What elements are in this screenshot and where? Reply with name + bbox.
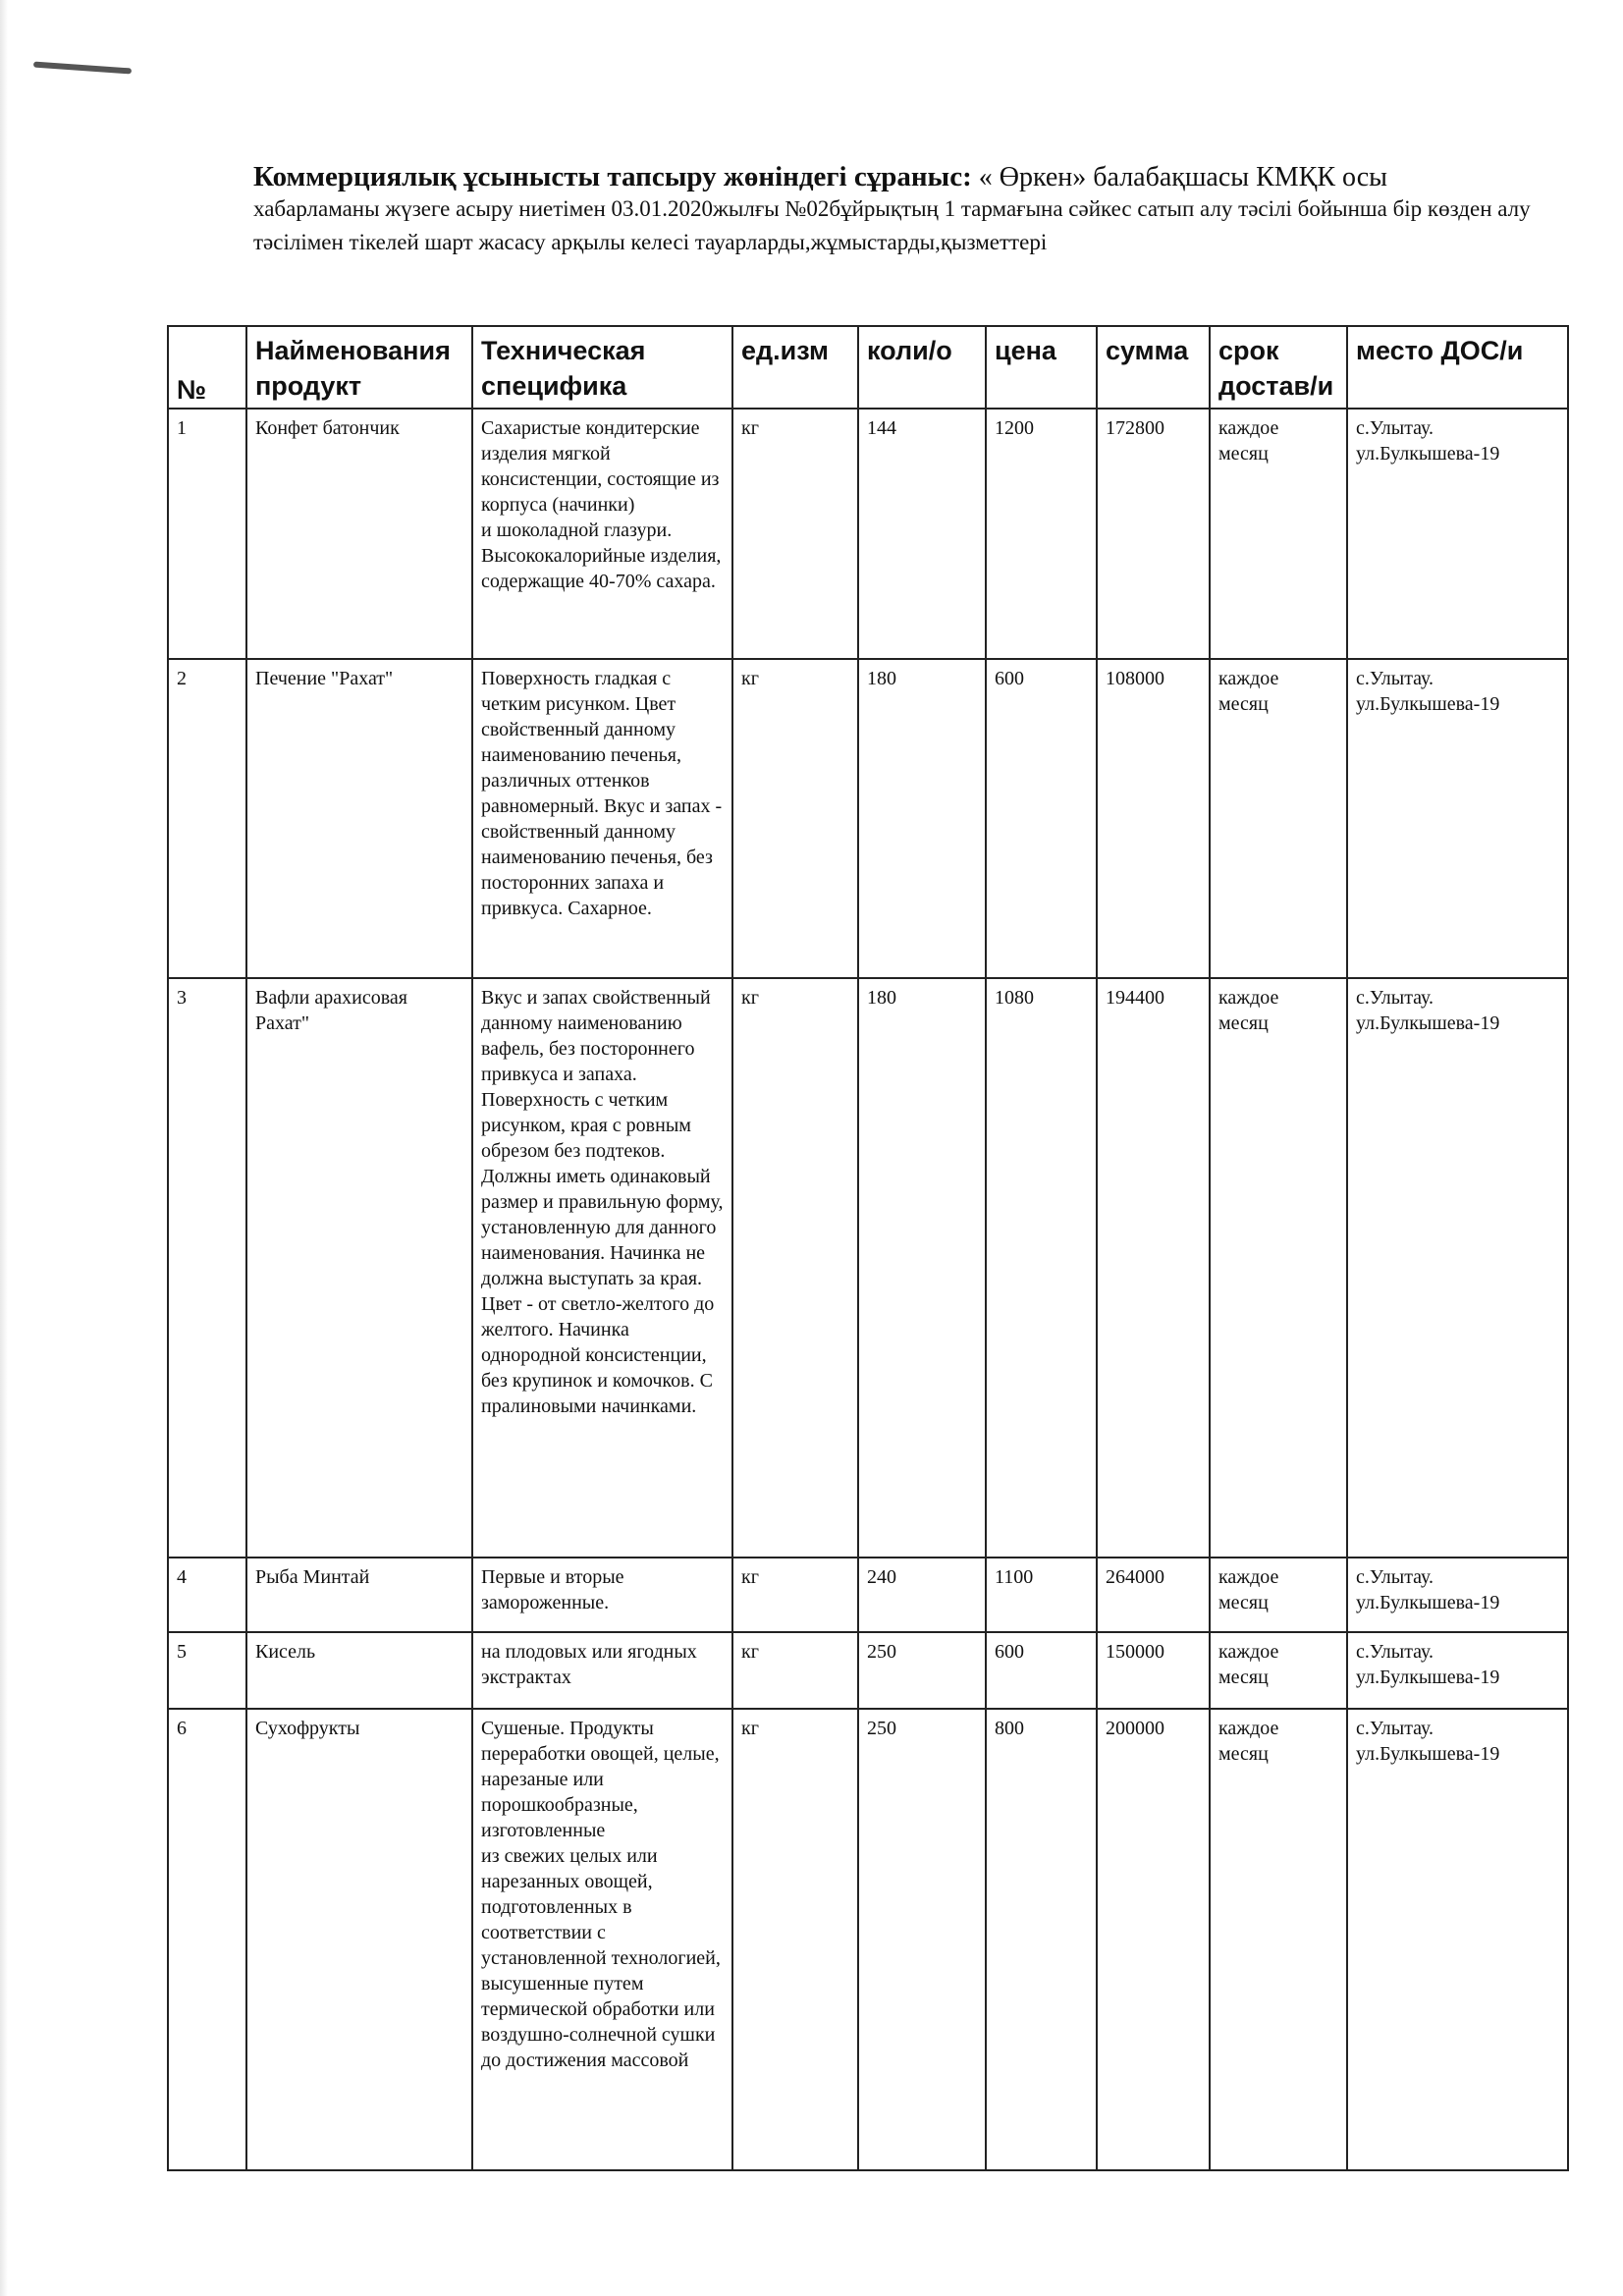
- row-price: 1200: [986, 409, 1097, 659]
- header-name: Найменования продукт: [246, 326, 472, 409]
- row-qty: 250: [858, 1632, 986, 1709]
- row-name: Вафли арахисовая Рахат": [246, 978, 472, 1558]
- row-unit: кг: [732, 1558, 858, 1632]
- row-sum: 194400: [1097, 978, 1210, 1558]
- heading-title: Коммерциялық ұсынысты тапсыру жөніндегі сұраныс:: [253, 161, 972, 192]
- row-spec: Сахаристые кондитерские изделия мягкой консистенции, состоящие из корпуса (начинки) и шоколадной глазури. Высококалорийные изделия, содержащие 40-70% сахара.: [472, 409, 732, 659]
- header-num: №: [168, 326, 246, 409]
- row-unit: кг: [732, 978, 858, 1558]
- row-qty: 180: [858, 978, 986, 1558]
- table-row: [168, 978, 1568, 1558]
- row-num: 1: [168, 409, 246, 659]
- row-place: с.Улытау. ул.Булкышева-19: [1347, 409, 1568, 659]
- row-sum: 150000: [1097, 1632, 1210, 1709]
- table-row: [168, 659, 1568, 978]
- row-qty: 180: [858, 659, 986, 978]
- row-place: с.Улытау. ул.Булкышева-19: [1347, 659, 1568, 978]
- header-sum: сумма: [1097, 326, 1210, 409]
- pen-stroke-mark: [33, 62, 132, 75]
- row-spec: Первые и вторые замороженные.: [472, 1558, 732, 1632]
- row-price: 600: [986, 1632, 1097, 1709]
- row-num: 2: [168, 659, 246, 978]
- row-price: 1080: [986, 978, 1097, 1558]
- row-num: 4: [168, 1558, 246, 1632]
- row-unit: кг: [732, 659, 858, 978]
- request-intro: [253, 192, 1540, 259]
- table-header-row: [168, 326, 1568, 409]
- row-term: каждое месяц: [1210, 659, 1347, 978]
- row-name: Печение "Рахат": [246, 659, 472, 978]
- goods-table: [167, 325, 1569, 2171]
- table-row: [168, 1632, 1568, 1709]
- row-name: Рыба Минтай: [246, 1558, 472, 1632]
- table-row: [168, 1558, 1568, 1632]
- row-unit: кг: [732, 1632, 858, 1709]
- row-term: каждое месяц: [1210, 409, 1347, 659]
- row-unit: кг: [732, 409, 858, 659]
- row-spec: Вкус и запах свойственный данному наименованию вафель, без постороннего привкуса и запаха. Поверхность с четким рисунком, края с ровным обрезом без подтеков. Должны иметь одинаковый размер и правильную форму, установленную для данного наименования. Начинка не должна выступать за края. Цвет - от светло-желтого до желтого. Начинка однородной консистенции, без крупинок и комочков. С пралиновыми начинками.: [472, 978, 732, 1558]
- row-name: Кисель: [246, 1632, 472, 1709]
- row-place: с.Улытау. ул.Булкышева-19: [1347, 1632, 1568, 1709]
- row-term: каждое месяц: [1210, 1632, 1347, 1709]
- row-name: Конфет батончик: [246, 409, 472, 659]
- header-unit: ед.изм: [732, 326, 858, 409]
- row-sum: 264000: [1097, 1558, 1210, 1632]
- header-qty: коли/о: [858, 326, 986, 409]
- intro-body: хабарламаны жүзеге асыру ниетімен 03.01.2020жылғы №02бұйрықтың 1 тармағына сәйкес сатып алу тәсілі бойынша бір көзден алу тәсілімен тікелей шарт жасасу арқылы келесі тауарларды,жұмыстарды,қызметтері: [253, 196, 1531, 254]
- table-row: [168, 1709, 1568, 2170]
- row-unit: кг: [732, 1709, 858, 2170]
- row-place: с.Улытау. ул.Булкышева-19: [1347, 1709, 1568, 2170]
- row-term: каждое месяц: [1210, 1709, 1347, 2170]
- row-term: каждое месяц: [1210, 978, 1347, 1558]
- row-price: 1100: [986, 1558, 1097, 1632]
- row-spec: Поверхность гладкая с четким рисунком. Цвет свойственный данному наименованию печенья, различных оттенков равномерный. Вкус и запах - свойственный данному наименованию печенья, без посторонних запаха и привкуса. Сахарное.: [472, 659, 732, 978]
- row-place: с.Улытау. ул.Булкышева-19: [1347, 1558, 1568, 1632]
- row-spec: Сушеные. Продукты переработки овощей, целые, нарезаные или порошкообразные, изготовленные из свежих целых или нарезанных овощей, подготовленных в соответствии с установленной технологией, высушенные путем термической обработки или воздушно-солнечной сушки до достижения массовой: [472, 1709, 732, 2170]
- row-name: Сухофрукты: [246, 1709, 472, 2170]
- row-qty: 144: [858, 409, 986, 659]
- scan-edge-shadow: [0, 0, 8, 2296]
- row-price: 600: [986, 659, 1097, 978]
- table-row: [168, 409, 1568, 659]
- row-num: 6: [168, 1709, 246, 2170]
- row-qty: 250: [858, 1709, 986, 2170]
- header-price: цена: [986, 326, 1097, 409]
- row-num: 3: [168, 978, 246, 1558]
- row-price: 800: [986, 1709, 1097, 2170]
- row-term: каждое месяц: [1210, 1558, 1347, 1632]
- row-sum: 108000: [1097, 659, 1210, 978]
- row-num: 5: [168, 1632, 246, 1709]
- row-spec: на плодовых или ягодных экстрактах: [472, 1632, 732, 1709]
- header-spec: Техническая специфика: [472, 326, 732, 409]
- row-qty: 240: [858, 1558, 986, 1632]
- row-place: с.Улытау. ул.Булкышева-19: [1347, 978, 1568, 1558]
- header-term: срок достав/и: [1210, 326, 1347, 409]
- row-sum: 172800: [1097, 409, 1210, 659]
- heading-lead: « Өркен» балабақшасы КМҚК осы: [978, 162, 1387, 192]
- header-place: место ДОС/и: [1347, 326, 1568, 409]
- row-sum: 200000: [1097, 1709, 1210, 2170]
